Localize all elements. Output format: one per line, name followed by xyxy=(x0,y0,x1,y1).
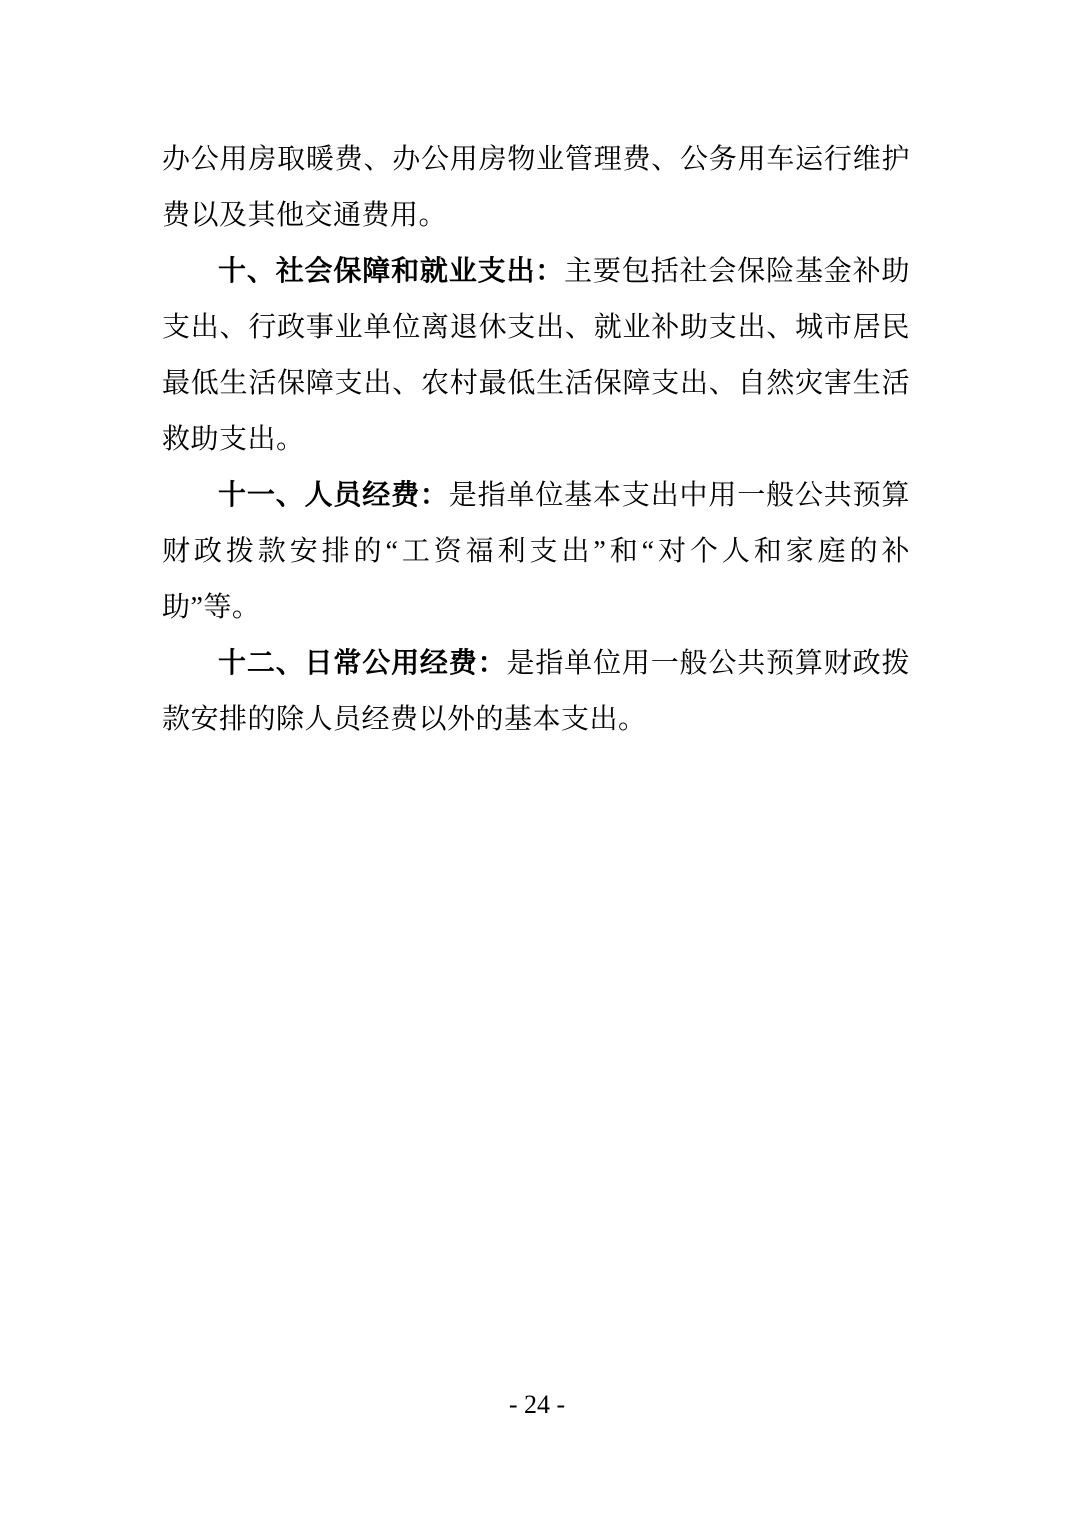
paragraph-transport-fees xyxy=(162,132,910,244)
paragraph-text: 是指单位用一般公共预算财政拨款安排的除人员经费以外的基本支出。 xyxy=(162,648,910,735)
paragraph-lead: 十一、人员经费： xyxy=(218,480,449,511)
paragraph-daily-public-funds xyxy=(162,636,910,748)
paragraph-text: 主要包括社会保险基金补助支出、行政事业单位离退休支出、就业补助支出、城市居民最低生活保障支出、农村最低生活保障支出、自然灾害生活救助支出。 xyxy=(162,256,910,455)
paragraph-personnel-funds xyxy=(162,468,910,636)
paragraph-text: 是指单位基本支出中用一般公共预算财政拨款安排的“工资福利支出”和“对个人和家庭的补助”等。 xyxy=(162,480,910,623)
document-body xyxy=(162,132,910,748)
paragraph-text: 办公用房取暖费、办公用房物业管理费、公务用车运行维护费以及其他交通费用。 xyxy=(162,144,910,231)
paragraph-lead: 十二、日常公用经费： xyxy=(218,648,507,679)
paragraph-lead: 十、社会保障和就业支出： xyxy=(218,256,565,287)
paragraph-social-security xyxy=(162,244,910,468)
page-number: - 24 - xyxy=(508,1390,566,1419)
